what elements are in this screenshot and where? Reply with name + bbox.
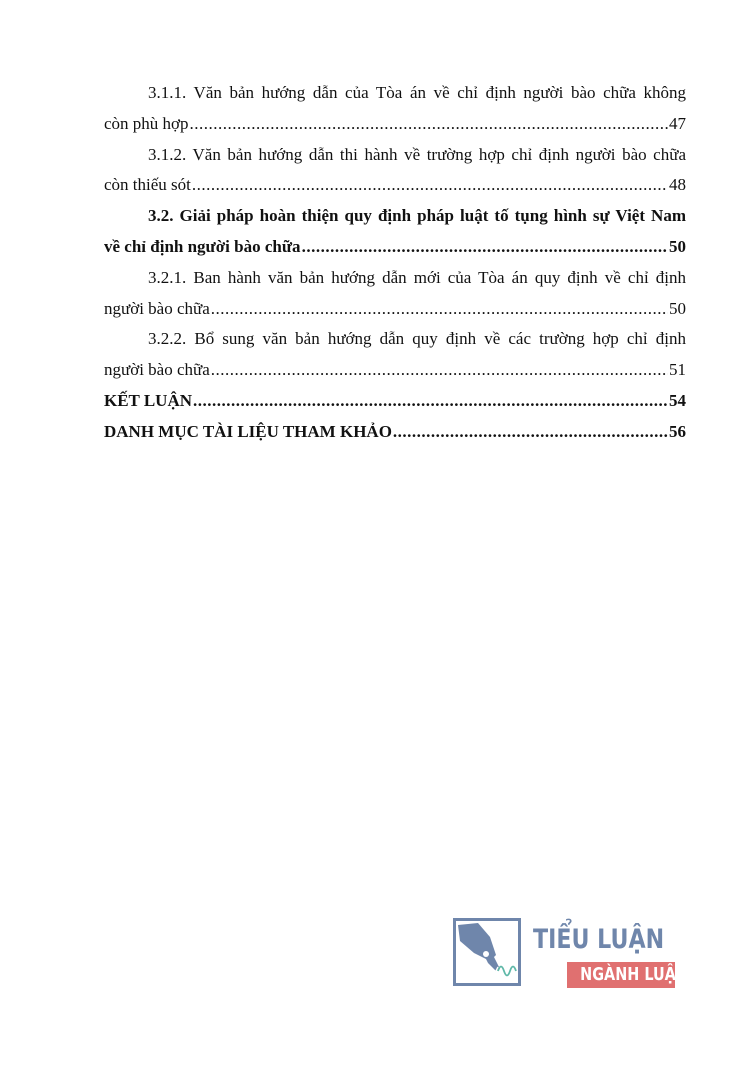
page-number: 54 bbox=[669, 390, 686, 410]
dot-leader bbox=[211, 355, 668, 386]
table-of-contents bbox=[104, 78, 686, 448]
toc-entry-3-1-2[interactable] bbox=[104, 140, 686, 202]
dot-leader bbox=[192, 170, 668, 201]
logo-subtitle-text: NGÀNH LUẬT bbox=[580, 964, 686, 985]
toc-entry-title: 3.2. Giải pháp hoàn thiện quy định pháp luật tố tụng hình sự Việt Nam bbox=[148, 206, 686, 226]
dot-leader bbox=[393, 417, 668, 448]
toc-entry-title: DANH MỤC TÀI LIỆU THAM KHẢO bbox=[104, 421, 392, 441]
toc-entry-title-cont: còn phù hợp bbox=[104, 113, 189, 133]
toc-entry-title: 3.2.1. Ban hành văn bản hướng dẫn mới của Tòa án quy định về chỉ định bbox=[148, 267, 686, 287]
page-number: 51 bbox=[669, 360, 686, 380]
toc-entry-3-1-1[interactable] bbox=[104, 78, 686, 140]
page-number: 50 bbox=[669, 298, 686, 318]
toc-entry-ket-luan[interactable] bbox=[104, 386, 686, 417]
toc-entry-danh-muc[interactable] bbox=[104, 417, 686, 448]
logo-subtitle bbox=[567, 962, 686, 988]
page-number: 50 bbox=[669, 236, 686, 256]
dot-leader bbox=[302, 232, 668, 263]
toc-entry-title: 3.2.2. Bổ sung văn bản hướng dẫn quy định về các trường hợp chỉ định bbox=[148, 329, 686, 349]
toc-entry-3-2-2[interactable] bbox=[104, 324, 686, 386]
toc-entry-title-cont: còn thiếu sót bbox=[104, 175, 191, 195]
logo-title: TIỂU LUẬN bbox=[533, 924, 665, 955]
toc-entry-title-cont: người bào chữa bbox=[104, 360, 210, 380]
toc-entry-3-2-1[interactable] bbox=[104, 263, 686, 325]
page-number: 48 bbox=[669, 175, 686, 195]
page-number: 56 bbox=[669, 421, 686, 441]
toc-entry-title: 3.1.2. Văn bản hướng dẫn thi hành về trường hợp chỉ định người bào chữa bbox=[148, 144, 686, 164]
dot-leader bbox=[211, 294, 668, 325]
toc-entry-title: KẾT LUẬN bbox=[104, 390, 193, 410]
toc-entry-title-cont: người bào chữa bbox=[104, 298, 210, 318]
dot-leader bbox=[193, 386, 668, 417]
fountain-pen-icon bbox=[453, 918, 521, 986]
toc-entry-title: 3.1.1. Văn bản hướng dẫn của Tòa án về chỉ định người bào chữa không bbox=[148, 83, 686, 102]
toc-entry-3-2[interactable] bbox=[104, 201, 686, 263]
toc-entry-title-cont: về chỉ định người bào chữa bbox=[104, 236, 301, 256]
page-number: 47 bbox=[669, 113, 686, 133]
dot-leader bbox=[190, 109, 668, 140]
watermark-logo bbox=[453, 918, 688, 990]
